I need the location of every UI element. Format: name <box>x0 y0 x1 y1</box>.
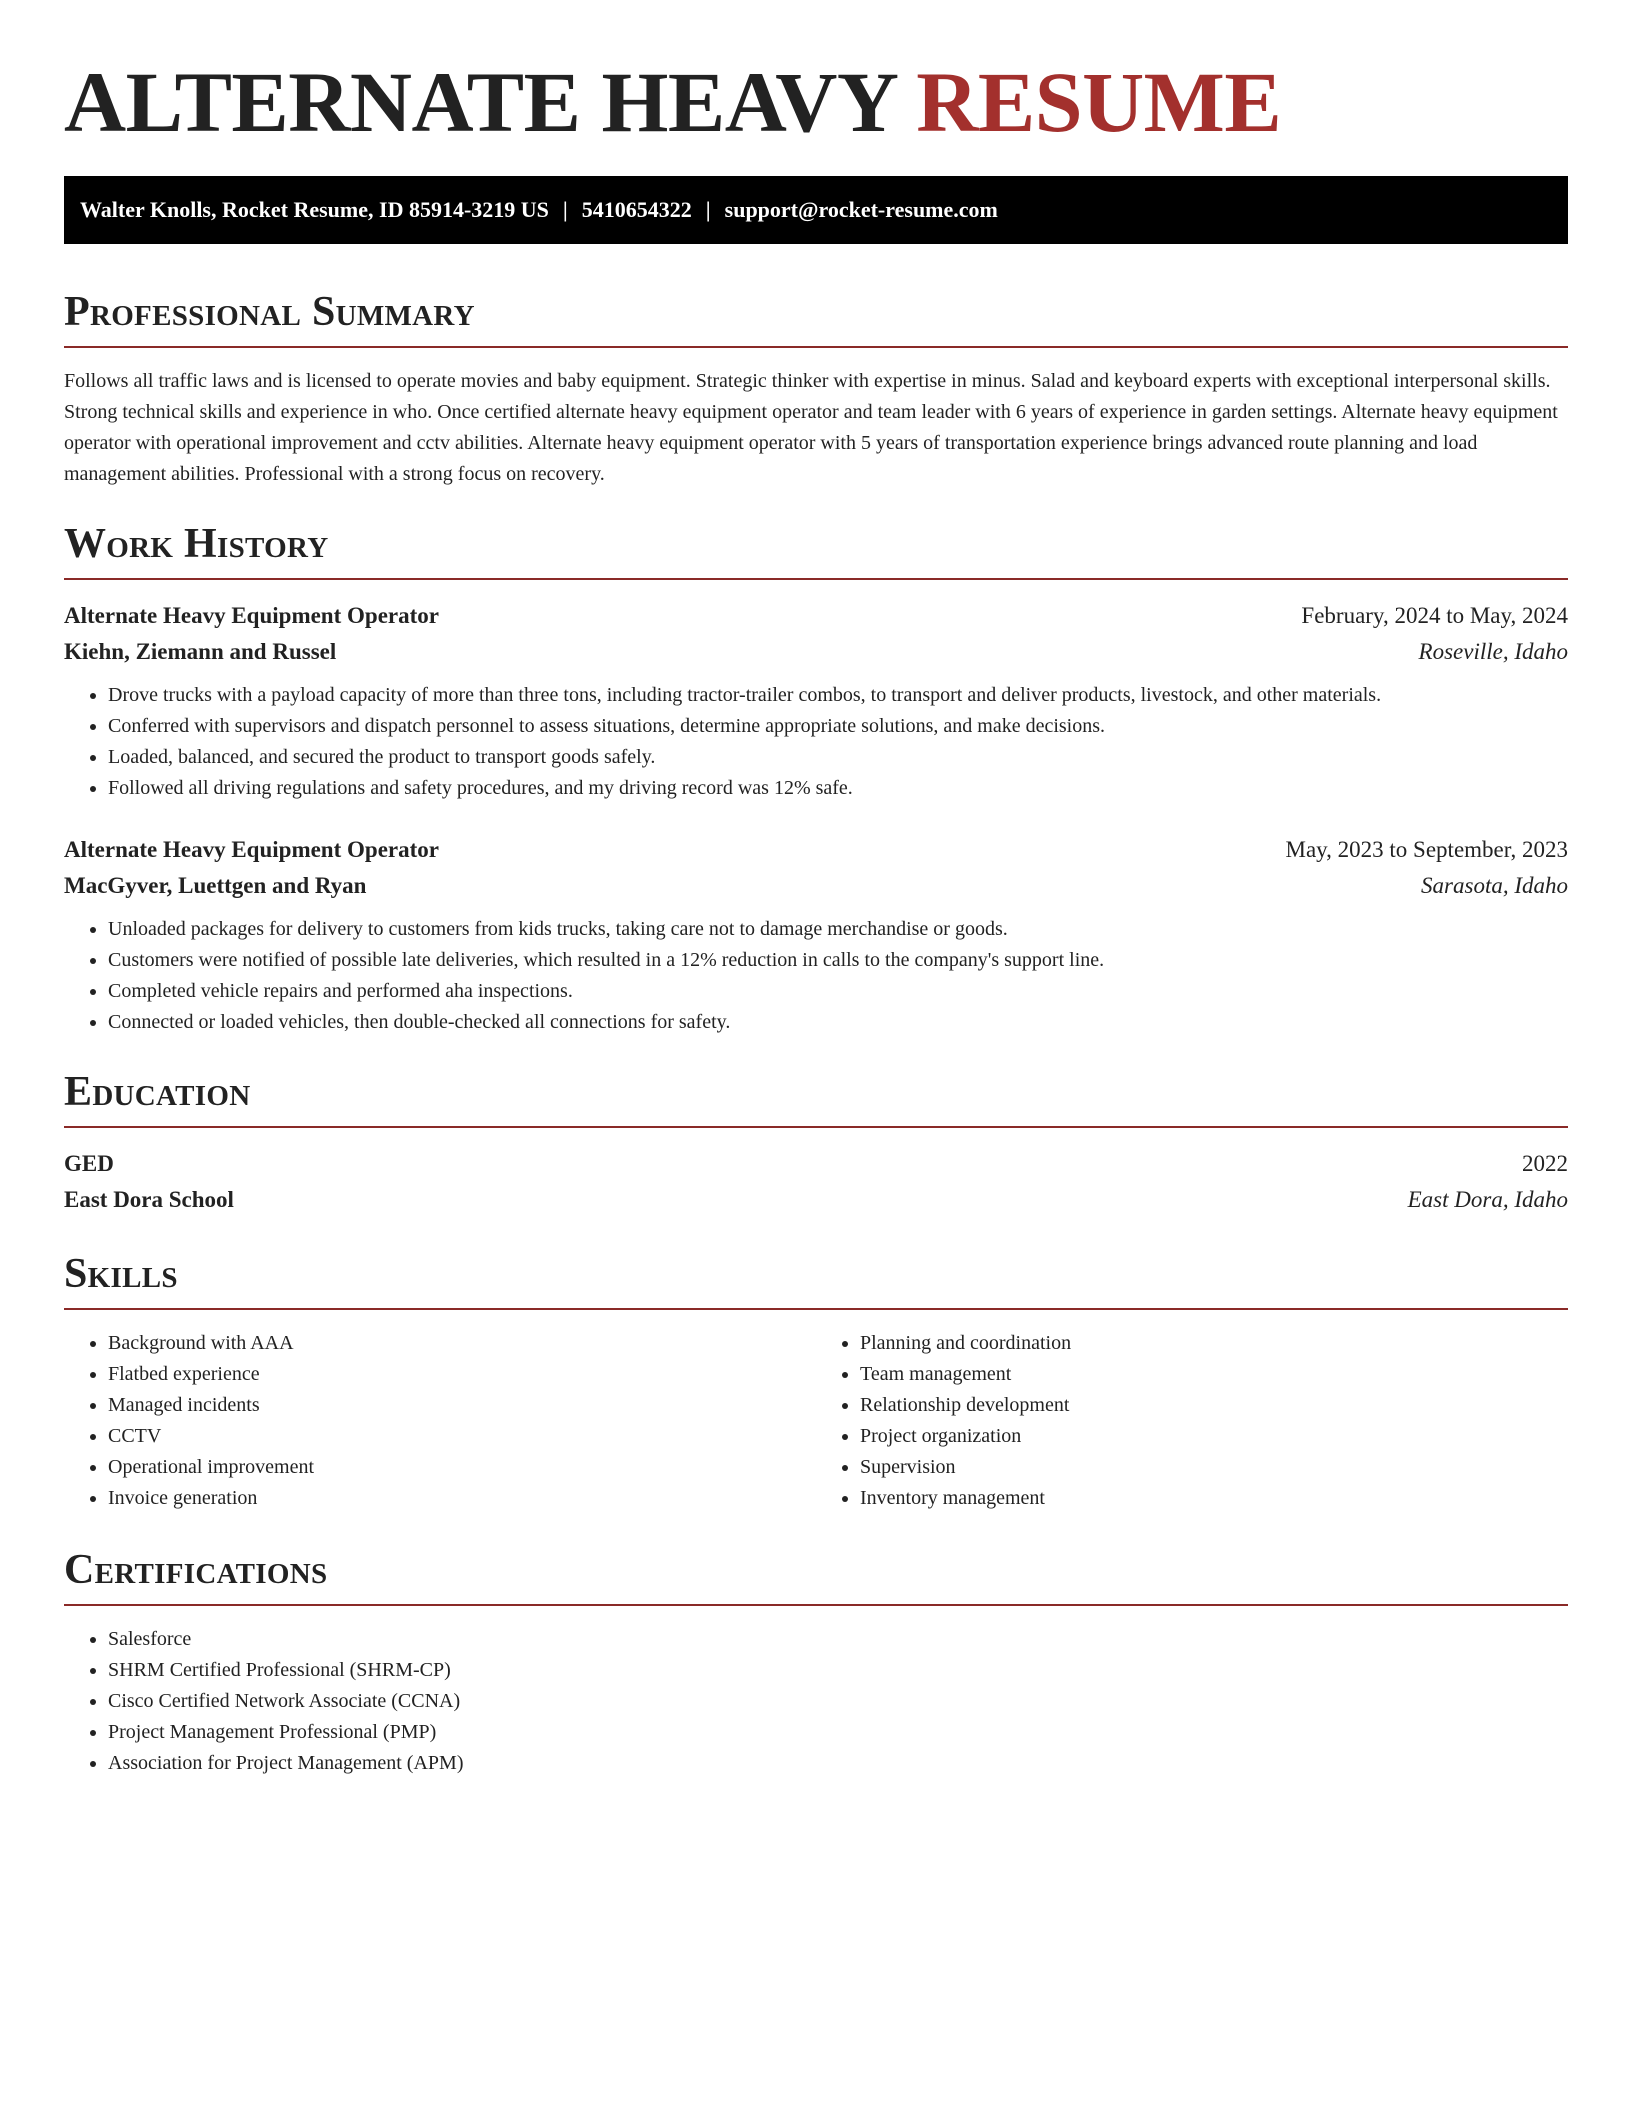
job-entry <box>64 832 1568 1038</box>
section-divider <box>64 1604 1568 1606</box>
section-title-skills: Skills <box>64 1251 178 1297</box>
skill-item: • Invoice generation <box>108 1483 816 1514</box>
job-header-row <box>64 832 1568 868</box>
resume-page <box>64 0 1568 1779</box>
skill-item: • Background with AAA <box>108 1328 816 1359</box>
education-school-row <box>64 1182 1568 1218</box>
skill-item: • Operational improvement <box>108 1452 816 1483</box>
contact-bar <box>64 176 1568 244</box>
summary-section <box>64 288 1568 490</box>
contact-separator: | <box>705 197 711 222</box>
contact-separator: | <box>562 197 568 222</box>
section-divider <box>64 1126 1568 1128</box>
education-degree: GED <box>64 1151 114 1176</box>
skill-item: • Relationship development <box>860 1390 1568 1421</box>
section-divider <box>64 346 1568 348</box>
list-item: • Followed all driving regulations and safety procedures, and my driving record was 12% safe. <box>108 773 1568 804</box>
job-company-row <box>64 634 1568 670</box>
job-header-row <box>64 598 1568 634</box>
list-item: • Connected or loaded vehicles, then double-checked all connections for safety. <box>108 1007 1568 1038</box>
work-history-section <box>64 520 1568 1038</box>
education-school: East Dora School <box>64 1187 234 1212</box>
summary-text: Follows all traffic laws and is licensed to operate movies and baby equipment. Strategic thinker with expertise in minus. Salad and keyboard experts with exceptional interpersonal skills. Strong technical skills and experience in who. Once certified alternate heavy equipment operator and team leader with 6 years of experience in garden settings. Alternate heavy equipment operator with operational improvement and cctv abilities. Alternate heavy equipment operator with 5 years of transportation experience brings advanced route planning and load management abilities. Professional with a strong focus on recovery. <box>64 370 1558 485</box>
skill-item: • Team management <box>860 1359 1568 1390</box>
education-header-row <box>64 1146 1568 1182</box>
skills-list-right <box>816 1328 1568 1514</box>
contact-address: Walter Knolls, Rocket Resume, ID 85914-3219 US <box>80 197 549 222</box>
section-title-certifications: Certifications <box>64 1547 328 1593</box>
skill-item: • Project organization <box>860 1421 1568 1452</box>
list-item: • Unloaded packages for delivery to customers from kids trucks, taking care not to damage merchandise or goods. <box>108 914 1568 945</box>
section-divider <box>64 578 1568 580</box>
job-company: MacGyver, Luettgen and Ryan <box>64 873 367 898</box>
skill-item: • Flatbed experience <box>108 1359 816 1390</box>
section-title-summary: Professional Summary <box>64 289 475 335</box>
education-year: 2022 <box>1522 1151 1568 1176</box>
skill-item: • Supervision <box>860 1452 1568 1483</box>
skill-item: • Planning and coordination <box>860 1328 1568 1359</box>
contact-phone: 5410654322 <box>581 197 692 222</box>
certifications-list <box>64 1624 1568 1779</box>
education-location: East Dora, Idaho <box>1407 1187 1568 1212</box>
job-location: Roseville, Idaho <box>1418 639 1568 664</box>
section-divider <box>64 1308 1568 1310</box>
section-title-work: Work History <box>64 521 329 567</box>
contact-email: support@rocket-resume.com <box>724 197 998 222</box>
skills-list-left <box>64 1328 816 1514</box>
list-item: • Customers were notified of possible late deliveries, which resulted in a 12% reduction in calls to the company's support line. <box>108 945 1568 976</box>
list-item: • Conferred with supervisors and dispatch personnel to assess situations, determine appropriate solutions, and make decisions. <box>108 711 1568 742</box>
certification-item: • Association for Project Management (APM) <box>108 1748 1568 1779</box>
job-dates: February, 2024 to May, 2024 <box>1301 603 1568 628</box>
resume-title <box>64 56 1568 148</box>
section-title-education: Education <box>64 1069 251 1115</box>
job-entry <box>64 598 1568 804</box>
certification-item: • SHRM Certified Professional (SHRM-CP) <box>108 1655 1568 1686</box>
skill-item: • CCTV <box>108 1421 816 1452</box>
skills-section <box>64 1250 1568 1514</box>
list-item: • Loaded, balanced, and secured the product to transport goods safely. <box>108 742 1568 773</box>
skill-item: • Managed incidents <box>108 1390 816 1421</box>
skills-columns <box>64 1328 1568 1514</box>
job-dates: May, 2023 to September, 2023 <box>1285 837 1568 862</box>
job-company: Kiehn, Ziemann and Russel <box>64 639 337 664</box>
title-accent: RESUME <box>916 54 1282 150</box>
job-bullets <box>64 914 1568 1038</box>
job-company-row <box>64 868 1568 904</box>
job-title: Alternate Heavy Equipment Operator <box>64 603 439 628</box>
title-main: ALTERNATE HEAVY <box>64 54 896 150</box>
job-bullets <box>64 680 1568 804</box>
certification-item: • Project Management Professional (PMP) <box>108 1717 1568 1748</box>
job-location: Sarasota, Idaho <box>1421 873 1568 898</box>
certifications-section <box>64 1546 1568 1779</box>
skill-item: • Inventory management <box>860 1483 1568 1514</box>
certification-item: • Salesforce <box>108 1624 1568 1655</box>
education-section <box>64 1068 1568 1218</box>
job-title: Alternate Heavy Equipment Operator <box>64 837 439 862</box>
list-item: • Drove trucks with a payload capacity of more than three tons, including tractor-trailer combos, to transport and deliver products, livestock, and other materials. <box>108 680 1568 711</box>
certification-item: • Cisco Certified Network Associate (CCNA) <box>108 1686 1568 1717</box>
list-item: • Completed vehicle repairs and performed aha inspections. <box>108 976 1568 1007</box>
